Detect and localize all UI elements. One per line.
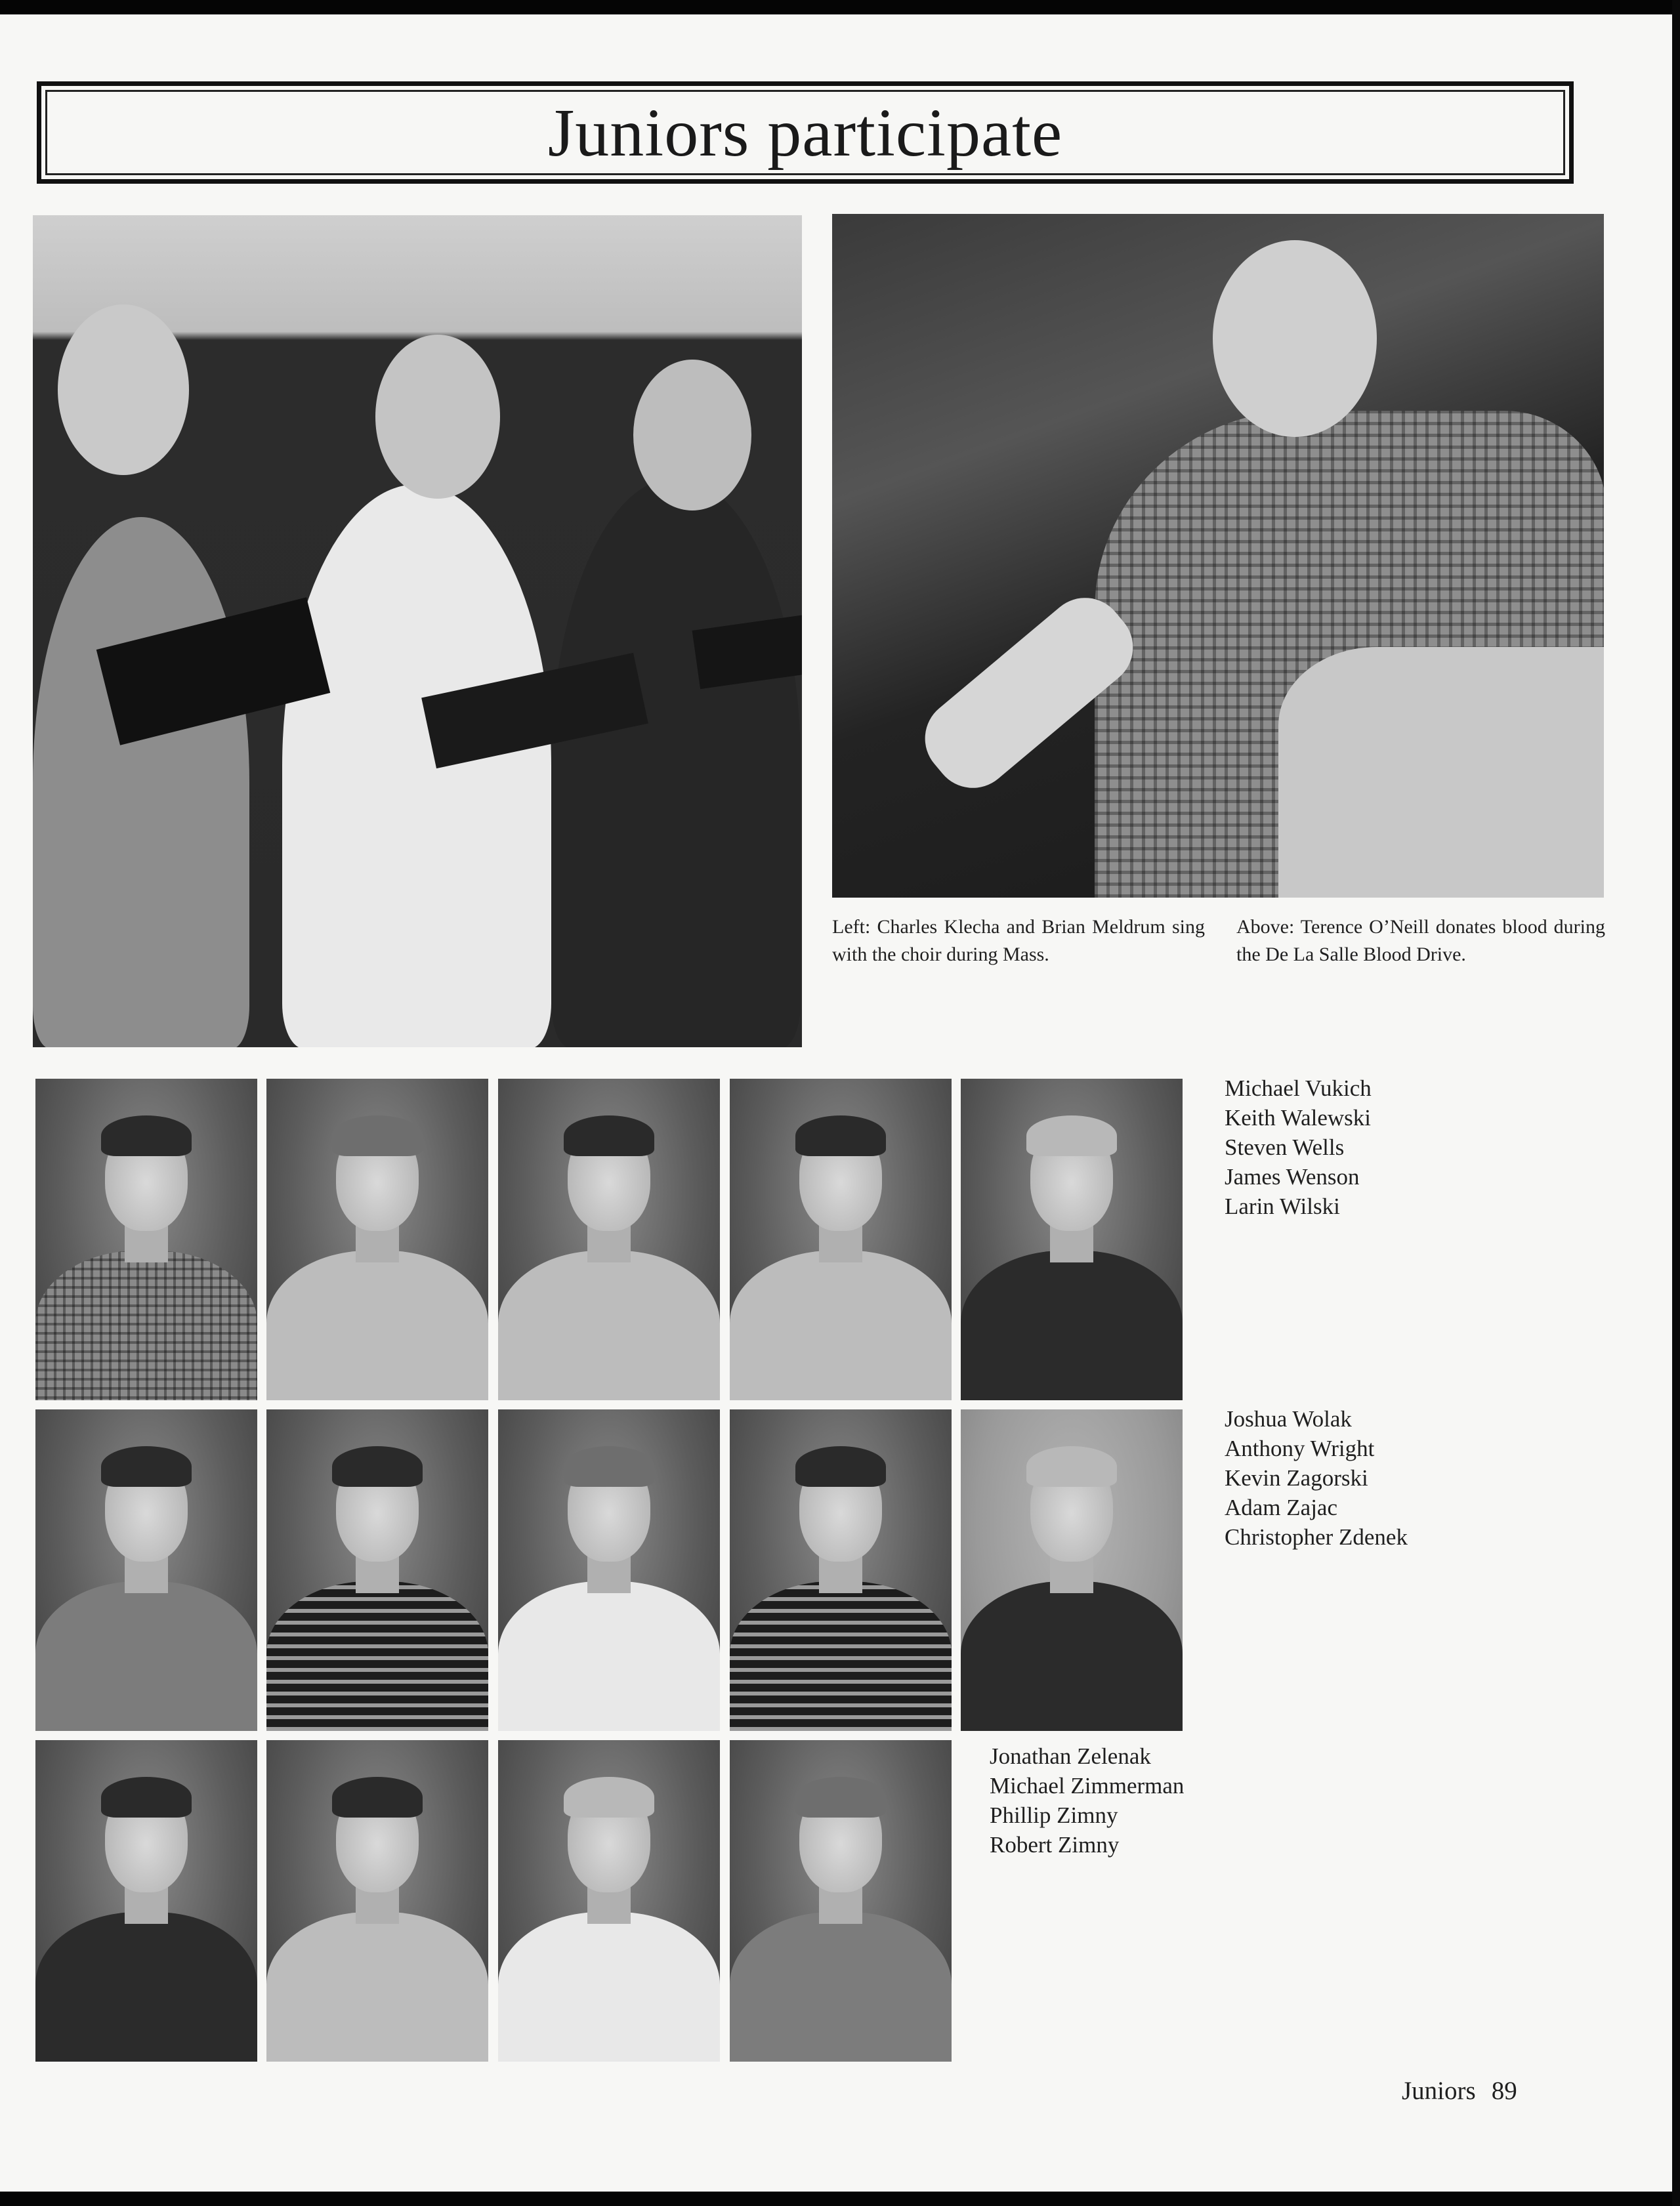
student-name: James Wenson [1225, 1164, 1360, 1190]
scan-border-top [0, 0, 1680, 14]
donor-head [1213, 240, 1377, 437]
page-footer [1402, 2076, 1517, 2106]
choir-photo [33, 215, 802, 1047]
caption-right: Above: Terence O’Neill donates blood during the De La Salle Blood Drive. [1236, 916, 1605, 965]
portrait [35, 1079, 257, 1400]
page-number: 89 [1491, 2077, 1517, 2105]
student-name: Larin Wilski [1225, 1194, 1340, 1219]
portrait [35, 1409, 257, 1731]
student-name: Christopher Zdenek [1225, 1524, 1408, 1550]
choir-singer-2 [282, 484, 551, 1047]
student-name: Phillip Zimny [990, 1802, 1118, 1828]
student-name: Joshua Wolak [1225, 1406, 1352, 1432]
portrait [498, 1740, 720, 2062]
portrait [961, 1079, 1183, 1400]
portrait [266, 1079, 488, 1400]
choir-singer-2-head [375, 335, 500, 499]
portrait [498, 1409, 720, 1731]
student-name: Keith Walewski [1225, 1105, 1372, 1131]
student-name: Anthony Wright [1225, 1436, 1375, 1461]
student-name: Steven Wells [1225, 1134, 1345, 1160]
portrait [35, 1740, 257, 2062]
section-name: Juniors [1402, 2077, 1476, 2105]
name-list-row-3 [990, 1741, 1184, 1860]
student-name: Michael Zimmerman [990, 1773, 1185, 1799]
choir-singer-3-head [633, 360, 751, 510]
scan-border-right [1672, 0, 1680, 2206]
student-name: Robert Zimny [990, 1832, 1120, 1858]
choir-singer-1-head [58, 304, 189, 475]
choir-singer-1 [33, 517, 249, 1047]
student-name: Michael Vukich [1225, 1075, 1372, 1101]
portrait [266, 1409, 488, 1731]
portrait [498, 1079, 720, 1400]
page-title-box [37, 81, 1574, 184]
student-name: Adam Zajac [1225, 1495, 1337, 1520]
student-name: Kevin Zagorski [1225, 1465, 1368, 1491]
name-list-row-2 [1225, 1404, 1408, 1552]
portrait [730, 1079, 952, 1400]
blood-drive-photo [832, 214, 1604, 898]
portrait [730, 1740, 952, 2062]
portrait [266, 1740, 488, 2062]
scan-border-bottom [0, 2192, 1680, 2206]
donor-pants [1278, 647, 1604, 898]
page-title: Juniors participate [547, 94, 1063, 171]
caption-left: Left: Charles Klecha and Brian Meldrum sing with the choir during Mass. [832, 916, 1205, 965]
portrait [730, 1409, 952, 1731]
choir-singer-3 [551, 478, 801, 1047]
student-name: Jonathan Zelenak [990, 1743, 1151, 1769]
portrait [961, 1409, 1183, 1731]
name-list-row-1 [1225, 1073, 1372, 1221]
